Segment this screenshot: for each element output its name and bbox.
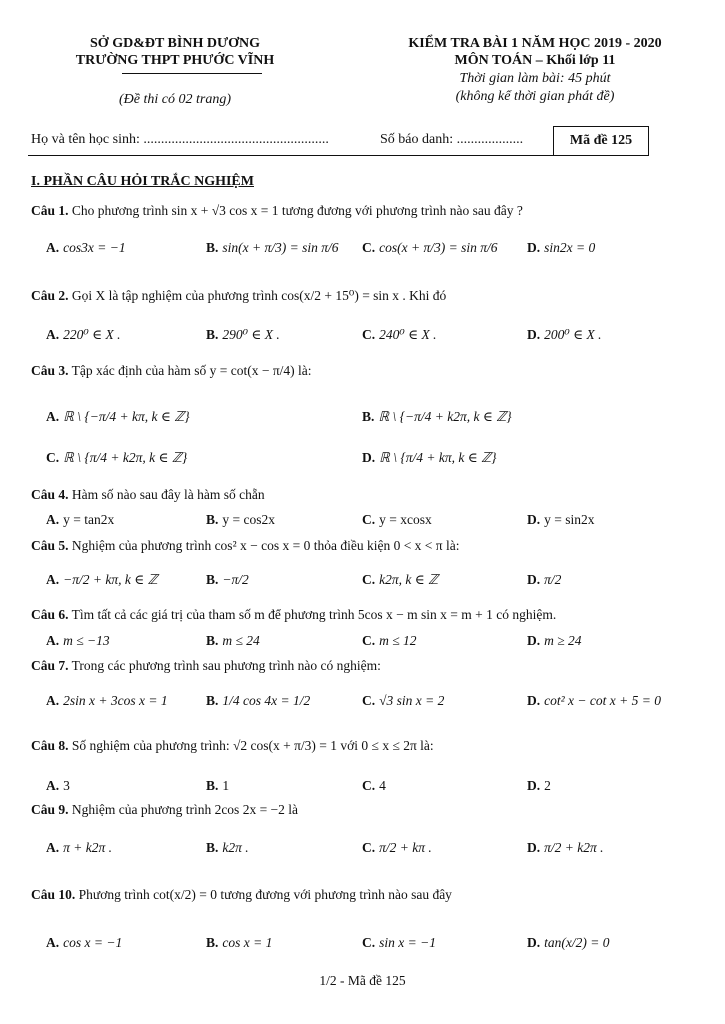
q1-option-c: C. cos(x + π/3) = sin π/6: [362, 240, 498, 255]
q5-option-c: C. k2π, k ∈ ℤ: [362, 572, 439, 587]
q6-option-c: C. m ≤ 12: [362, 633, 417, 648]
student-id-field: Số báo danh: ...................: [380, 132, 524, 147]
student-info-underline: [28, 155, 553, 156]
q2-option-d: D. 200⁰ ∈ X .: [527, 327, 602, 342]
student-name-field: Họ và tên học sinh: .....................................................: [31, 132, 329, 147]
question-4: Câu 4. Hàm số nào sau đây là hàm số chẵn: [31, 487, 265, 502]
q7-option-c: C. √3 sin x = 2: [362, 693, 445, 708]
school-underline: [122, 73, 262, 74]
question-2: Câu 2. Gọi X là tập nghiệm của phương trình cos(x/2 + 15⁰) = sin x . Khi đó: [31, 288, 447, 303]
question-3: Câu 3. Tập xác định của hàm số y = cot(x − π/4) là:: [31, 363, 312, 378]
q3-option-b: B. ℝ \ {−π/4 + k2π, k ∈ ℤ}: [362, 409, 512, 424]
q5-option-a: A. −π/2 + kπ, k ∈ ℤ: [46, 572, 158, 587]
q5-option-b: B. −π/2: [206, 572, 249, 587]
q7-option-b: B. 1/4 cos 4x = 1/2: [206, 693, 311, 708]
q8-option-c: C. 4: [362, 778, 386, 793]
q8-option-b: B. 1: [206, 778, 230, 793]
q9-option-b: B. k2π .: [206, 840, 249, 855]
q9-option-a: A. π + k2π .: [46, 840, 113, 855]
q10-option-c: C. sin x = −1: [362, 935, 436, 950]
exam-time-note: (không kể thời gian phát đề): [455, 89, 615, 104]
question-5: Câu 5. Nghiệm của phương trình cos² x − cos x = 0 thỏa điều kiện 0 < x < π là:: [31, 538, 460, 553]
q1-option-d: D. sin2x = 0: [527, 240, 596, 255]
q4-option-b: B. y = cos2x: [206, 512, 275, 527]
exam-time: Thời gian làm bài: 45 phút: [459, 71, 611, 86]
q6-option-b: B. m ≤ 24: [206, 633, 260, 648]
school-name: TRƯỜNG THPT PHƯỚC VĨNH: [75, 53, 275, 68]
question-10: Câu 10. Phương trình cot(x/2) = 0 tương đương với phương trình nào sau đây: [31, 887, 452, 902]
q1-option-b: B. sin(x + π/3) = sin π/6: [206, 240, 339, 255]
q7-option-d: D. cot² x − cot x + 5 = 0: [527, 693, 661, 708]
q8-option-d: D. 2: [527, 778, 551, 793]
q4-option-a: A. y = tan2x: [46, 512, 115, 527]
q4-option-d: D. y = sin2x: [527, 512, 595, 527]
q8-option-a: A. 3: [46, 778, 70, 793]
q2-option-c: C. 240⁰ ∈ X .: [362, 327, 437, 342]
q2-option-b: B. 290⁰ ∈ X .: [206, 327, 280, 342]
question-6: Câu 6. Tìm tất cả các giá trị của tham số m để phương trình 5cos x − m sin x = m + 1 có nghiệm.: [31, 607, 557, 622]
q10-option-b: B. cos x = 1: [206, 935, 273, 950]
page-footer: 1/2 - Mã đề 125: [319, 973, 406, 988]
exam-title: KIỂM TRA BÀI 1 NĂM HỌC 2019 - 2020: [408, 36, 662, 51]
question-7: Câu 7. Trong các phương trình sau phương trình nào có nghiệm:: [31, 658, 381, 673]
q6-option-a: A. m ≤ −13: [46, 633, 110, 648]
q10-option-a: A. cos x = −1: [46, 935, 123, 950]
q1-option-a: A. cos3x = −1: [46, 240, 126, 255]
q6-option-d: D. m ≥ 24: [527, 633, 582, 648]
department-name: SỞ GD&ĐT BÌNH DƯƠNG: [90, 36, 260, 51]
question-8: Câu 8. Số nghiệm của phương trình: √2 cos(x + π/3) = 1 với 0 ≤ x ≤ 2π là:: [31, 738, 434, 753]
q3-option-a: A. ℝ \ {−π/4 + kπ, k ∈ ℤ}: [46, 409, 190, 424]
q7-option-a: A. 2sin x + 3cos x = 1: [46, 693, 168, 708]
q3-option-c: C. ℝ \ {π/4 + k2π, k ∈ ℤ}: [46, 450, 188, 465]
q2-option-a: A. 220⁰ ∈ X .: [46, 327, 121, 342]
question-9: Câu 9. Nghiệm của phương trình 2cos 2x = −2 là: [31, 802, 299, 817]
section-title: I. PHẦN CÂU HỎI TRẮC NGHIỆM: [31, 174, 254, 189]
q5-option-d: D. π/2: [527, 572, 562, 587]
q3-option-d: D. ℝ \ {π/4 + kπ, k ∈ ℤ}: [362, 450, 497, 465]
q9-option-c: C. π/2 + kπ .: [362, 840, 432, 855]
exam-code-box: [553, 126, 649, 156]
subject-title: MÔN TOÁN – Khối lớp 11: [454, 53, 616, 68]
exam-code: Mã đề 125: [569, 133, 633, 148]
question-1: Câu 1. Cho phương trình sin x + √3 cos x = 1 tương đương với phương trình nào sau đây ?: [31, 203, 523, 218]
q10-option-d: D. tan(x/2) = 0: [527, 935, 610, 950]
q4-option-c: C. y = xcosx: [362, 512, 432, 527]
page-count-note: (Đề thi có 02 trang): [119, 92, 231, 107]
q9-option-d: D. π/2 + k2π .: [527, 840, 604, 855]
